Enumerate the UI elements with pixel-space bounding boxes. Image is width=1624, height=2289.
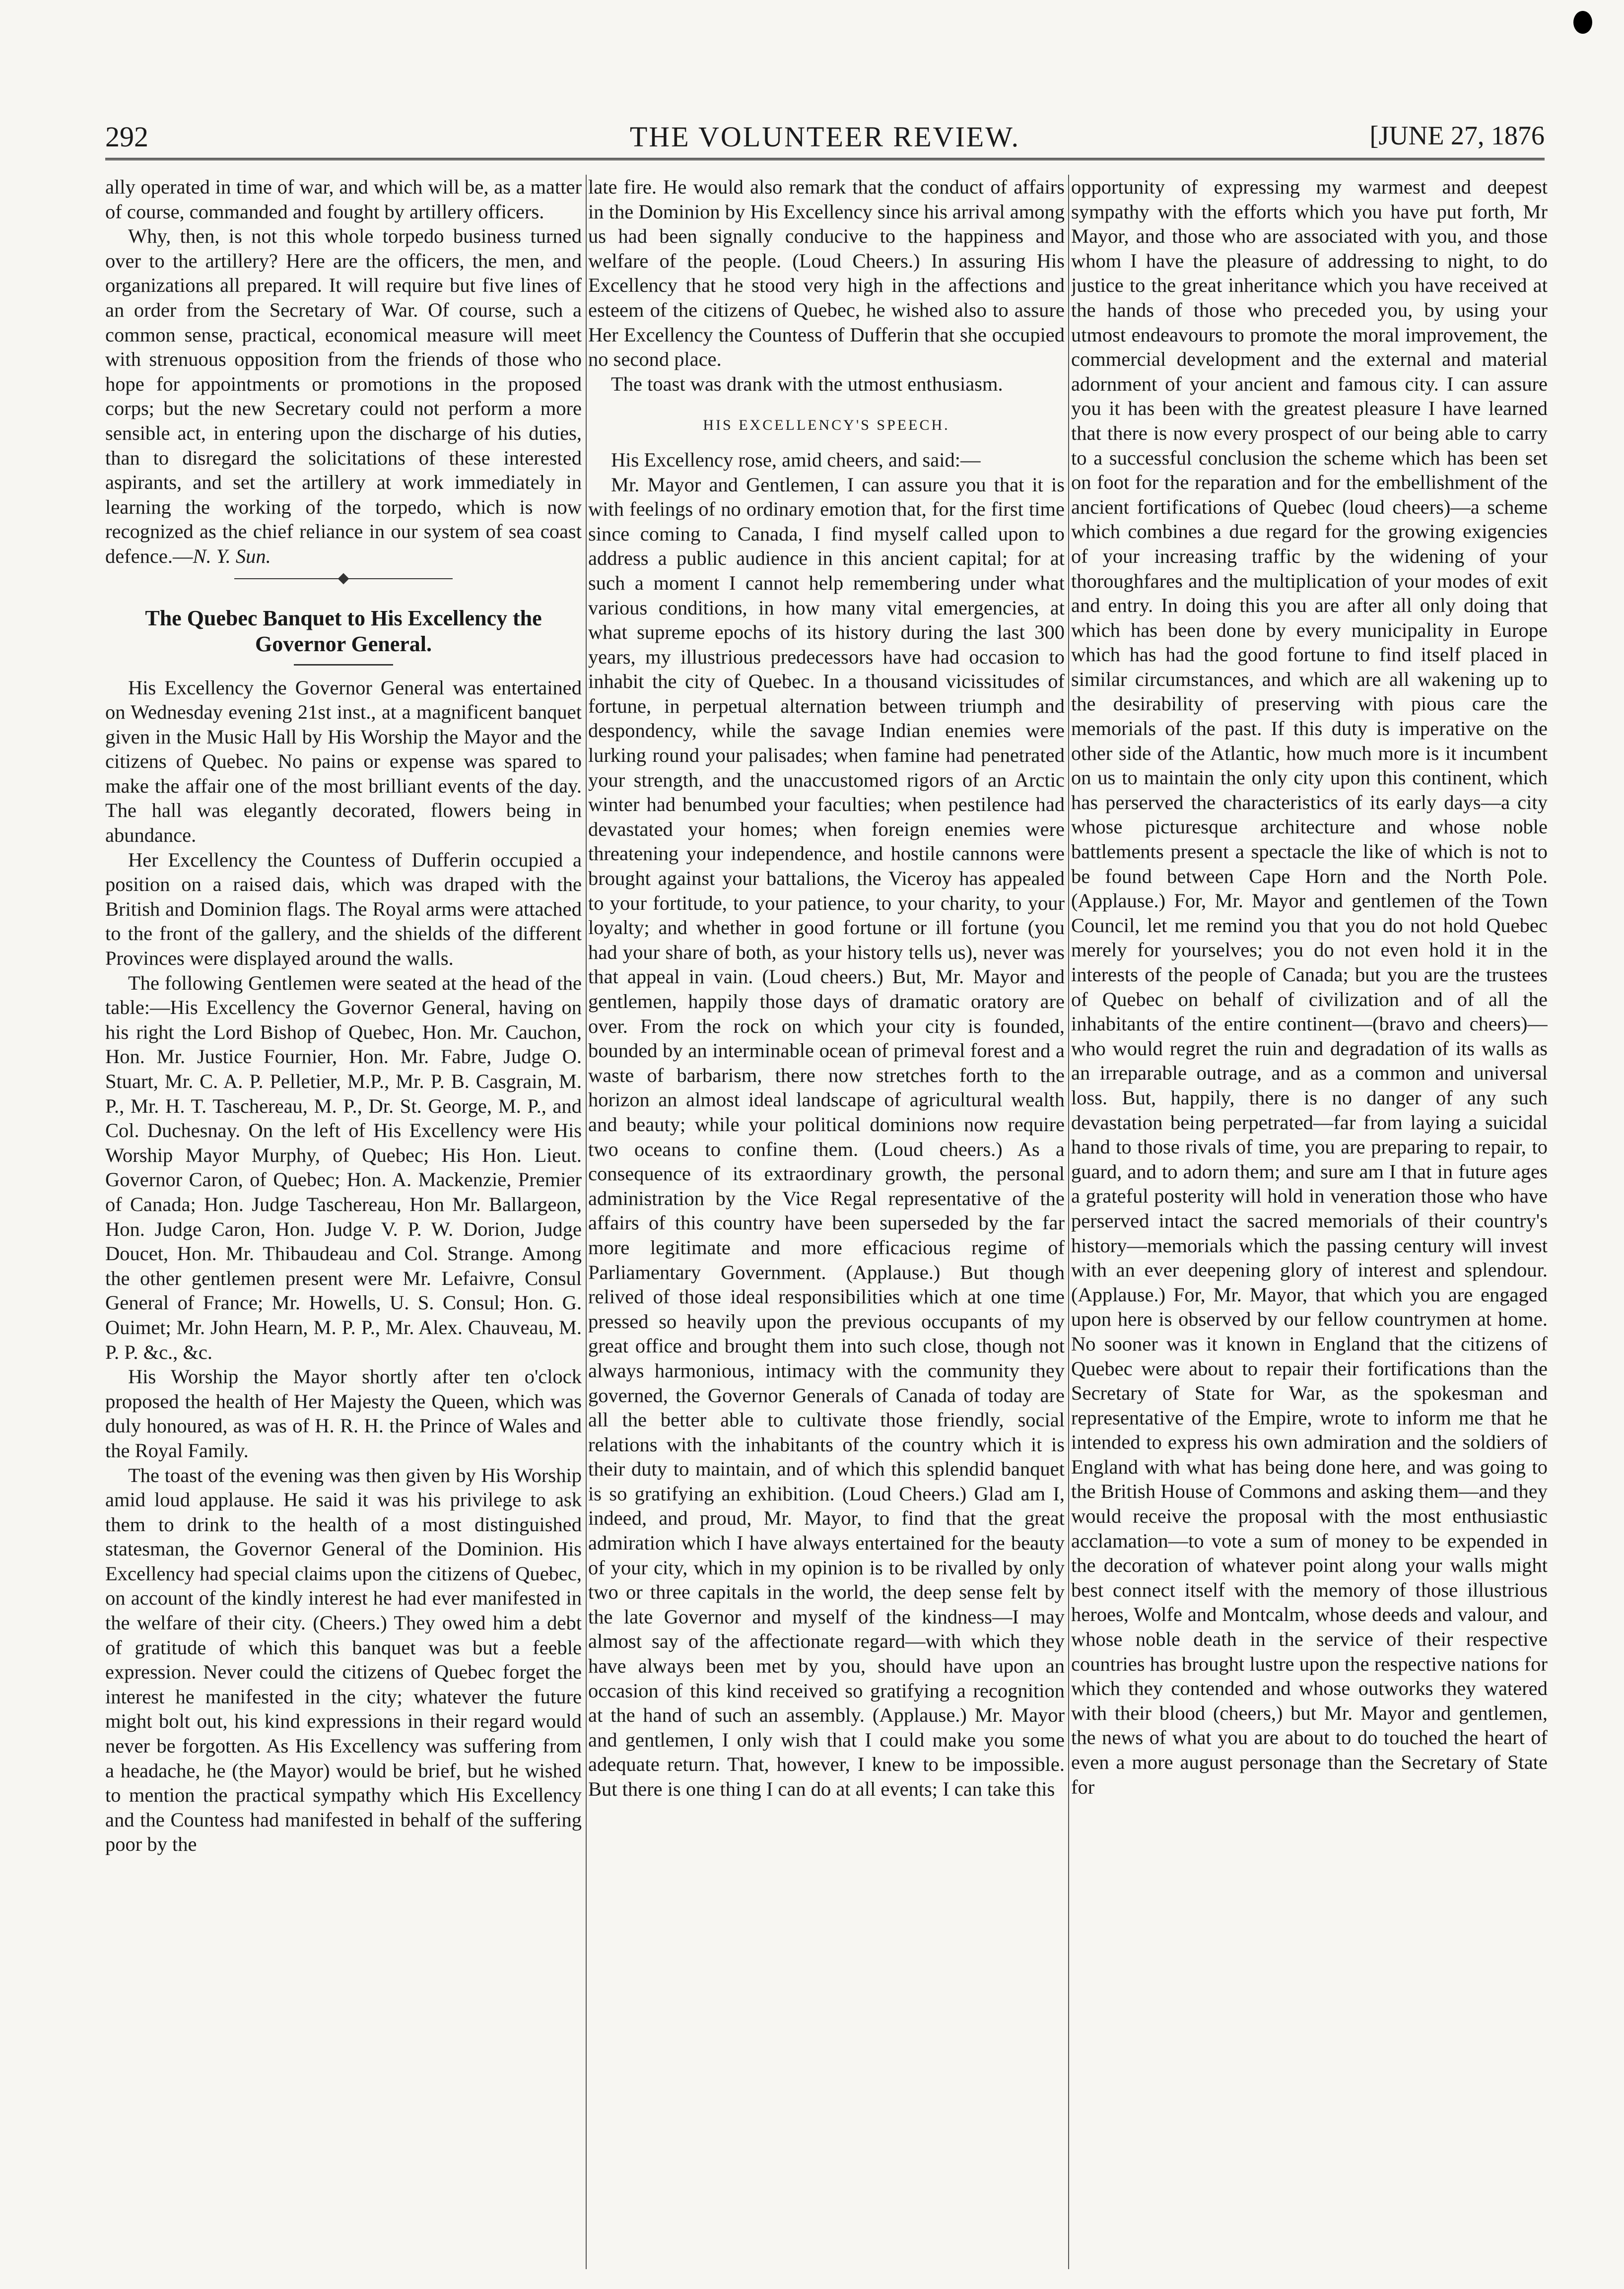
paragraph — [105, 224, 582, 568]
column-3 — [1071, 175, 1548, 2269]
ink-blot — [1573, 11, 1592, 34]
paragraph: His Excellency rose, amid cheers, and said:— — [611, 448, 981, 471]
publication-title: THE VOLUNTEER REVIEW. — [629, 121, 1020, 153]
article-heading: The Quebec Banquet to His Excellency the Governor General. — [145, 606, 542, 656]
section-subheading: HIS EXCELLENCY'S SPEECH. — [703, 417, 950, 434]
column-divider — [586, 175, 587, 2269]
section-separator — [105, 569, 582, 589]
paragraph-text: Why, then, is not this whole torpedo business turned over to the artillery? Here are the officers, the men, and organizations all prepared. It will require but five lines of an order from the Secretary of War. Of course, such a common sense, practical, economical measure will meet with strenuous opposition from the friends of those who hope for appointments or promotions in the proposed corps; but the new Secretary could not perform a more sensible act, in entering upon the discharge of his duties, than to disregard the solicitations of these interested aspirants, and set the artillery at work immediately in learning the working of the torpedo, which is now recognized as the chief reliance in our system of sea coast defence.— — [105, 225, 582, 567]
paragraph: The toast was drank with the utmost enthusiasm. — [611, 372, 1003, 395]
issue-date: [JUNE 27, 1876 — [1369, 121, 1545, 150]
column-1 — [105, 175, 582, 2269]
paragraph: His Worship the Mayor shortly after ten o'clock proposed the health of Her Majesty the Queen, which was duly honoured, as was of H. R. H. the Prince of Wales and the Royal Family. — [105, 1365, 582, 1462]
paragraph: The following Gentlemen were seated at the head of the table:—His Excellency the Governor General, having on his right the Lord Bishop of Quebec, Hon. Mr. Cauchon, Hon. Mr. Justice Fournier, Hon. Mr. Fabre, Judge O. Stuart, Mr. C. A. P. Pelletier, M.P., Mr. P. B. Casgrain, M. P., Mr. H. T. Taschereau, M. P., Dr. St. George, M. P., and Col. Duchesnay. On the left of His Excellency were His Worship Mayor Murphy, of Quebec; His Hon. Lieut. Governor Caron, of Quebec; Hon. A. Mackenzie, Premier of Canada; Hon. Judge Taschereau, Hon Mr. Ballargeon, Hon. Judge Caron, Hon. Judge V. P. W. Dorion, Judge Doucet, Hon. Mr. Thibaudeau and Col. Strange. Among the other gentlemen present were Mr. Lefaivre, Consul General of France; Mr. Howells, U. S. Consul; Hon. G. Ouimet; Mr. John Hearn, M. P. P., Mr. Alex. Chauveau, M. P. P. &c., &c. — [105, 971, 582, 1363]
paragraph: Her Excellency the Countess of Dufferin occupied a position on a raised dais, which was draped with the British and Dominion flags. The Royal arms were attached to the front of the gallery, and the shields of the different Provinces were displayed around the walls. — [105, 848, 582, 970]
paragraph: late fire. He would also remark that the conduct of affairs in the Dominion by His Excellency since his arrival among us had been signally conducive to the happiness and welfare of the people. (Loud Cheers.) In assuring His Excellency that he stood very high in the affections and esteem of the citizens of Quebec, he wished also to assure Her Excellency the Countess of Dufferin that she occupied no second place. — [588, 176, 1065, 371]
page-number: 292 — [105, 121, 148, 153]
column-2 — [588, 175, 1065, 2269]
header-rule — [105, 158, 1545, 160]
paragraph: opportunity of expressing my warmest and deepest sympathy with the efforts which you have put forth, Mr Mayor, and those who are associated with you, and those whom I have the pleasure of addressing to night, to do justice to the great inheritance which you have received at the hands of those who preceded you, by using your utmost endeavours to promote the moral improvement, the commercial development and the external and material adornment of your ancient and famous city. I can assure you it has been with the greatest pleasure I have learned that there is now every prospect of our being able to carry to a successful conclusion the scheme which has been set on foot for the reparation and for the embellishment of the ancient fortifications of Quebec (loud cheers)—a scheme which combines a due regard for the growing exigencies of your increasing traffic by the widening of your thoroughfares and the multiplication of your modes of exit and entry. In doing this you are after all only doing that which has been done by every municipality in Europe which has had the good fortune to find itself placed in similar circumstances, and which are all wakening up to the desirability of preserving with pious care the memorials of the past. If this duty is imperative on the other side of the Atlantic, how much more is it incumbent on us to maintain the only city upon this continent, which has perserved the characteristics of its early days—a city whose picturesque architecture and whose noble battlements present a spectacle the like of which is not to be found between Cape Horn and the North Pole. (Applause.) For, Mr. Mayor and gentlemen of the Town Council, let me remind you that you do not hold Quebec merely for yourselves; you do not even hold it in the interests of the people of Canada; but you are the trustees of Quebec on behalf of civilization and of all the inhabitants of the entire continent—(bravo and cheers)—who would regret the ruin and degradation of its walls as an irreparable outrage, and as a common and universal loss. But, happily, there is no danger of any such devastation being perpetrated—far from laying a suicidal hand to those rivals of time, you are preparing to repair, to guard, and to adorn them; and sure am I that in future ages a grateful posterity will hold in veneration those who have perserved intact the sacred memorials of their country's history—memorials which the passing century will invest with an ever deepening glory of interest and splendour. (Applause.) For, Mr. Mayor, that which you are engaged upon here is observed by our fellow countrymen at home. No sooner was it known in England that the citizens of Quebec were about to repair their fortifications than the Secretary of State for War, as the spokesman and representative of the Empire, wrote to inform me that he intended to express his own admiration and the soldiers of England with what has being done here, and was going to the British House of Commons and asking them—and they would receive the proposal with the most enthusiastic acclamation—to vote a sum of money to be expended in the decoration of whatever point along your walls might best connect itself with the memory of those illustrious heroes, Wolfe and Montcalm, whose deeds and valour, and whose noble death in the service of their respective countries has brought lustre upon the respective nations for which they contended and whose outworks they watered with their blood (cheers,) but Mr. Mayor and gentlemen, the news of what you are about to do touched the heart of even a more august personage than the Secretary of State for — [1071, 176, 1548, 1798]
heading-rule — [294, 664, 393, 666]
paragraph: Mr. Mayor and Gentlemen, I can assure you that it is with feelings of no ordinary emotion that, for the first time since coming to Canada, I find myself called upon to address a public audience in this ancient capital; for at such a moment I cannot help remembering under what various conditions, in how many vital emergencies, at what supreme epochs of its history during the last 300 years, my illustrious predecessors have had occasion to inhabit the city of Quebec. In a thousand vicissitudes of fortune, in perpetual alternation between triumph and despondency, while the savage Indian enemies were lurking round your palisades; when famine had penetrated your strength, and the unaccustomed rigors of an Arctic winter had benumbed your faculties; when pestilence had devastated your homes; when foreign enemies were threatening your independence, and hostile cannons were brought against your battalions, the Viceroy has appealed to your fortitude, to your patience, to your charity, to your loyalty; and whether in good fortune or ill fortune (you had your share of both, as your history tells us), never was that appeal in vain. (Loud cheers.) But, Mr. Mayor and gentlemen, happily those days of dramatic oratory are over. From the rock on which your city is founded, bounded by an interminable ocean of primeval forest and a waste of barbarism, there now stretches forth to the horizon an almost ideal landscape of agricultural wealth and beauty; while your political dominions now require two oceans to confine them. (Loud cheers.) As a consequence of its extraordinary growth, the personal administration by the Vice Regal representative of the affairs of this country have been superseded by the far more legitimate and more efficacious regime of Parliamentary Government. (Applause.) But though relived of those ideal responsibilities which at one time pressed so heavily upon the previous occupants of my great office and brought them into such close, though not always harmonious, intimacy with the community they governed, the Governor Generals of Canada of today are all the better able to cultivate those friendly, social relations with the inhabitants of the country which it is their duty to maintain, and of which this splendid banquet is so gratifying an exhibition. (Loud Cheers.) Glad am I, indeed, and proud, Mr. Mayor, to find that the great admiration which I have always entertained for the beauty of your city, which in my opinion is to be rivalled by only two or three capitals in the world, the deep sense felt by the late Governor and myself of the kindness—I may almost say of the affectionate regard—with which they have always been met by you, should have upon an occasion of this kind received so gratifying a recognition at the hand of such an assembly. (Applause.) Mr. Mayor and gentlemen, I only wish that I could make you some adequate return. That, however, I knew to be impossible. But there is one thing I can do at all events; I can take this — [588, 473, 1065, 1800]
source-credit: N. Y. Sun. — [193, 544, 271, 567]
paragraph: ally operated in time of war, and which will be, as a matter of course, commanded and fought by artillery officers. — [105, 176, 582, 223]
paragraph: His Excellency the Governor General was entertained on Wednesday evening 21st inst., at a magnificent banquet given in the Music Hall by His Worship the Mayor and the citizens of Quebec. No pains or expense was spared to make the affair one of the most brilliant events of the day. The hall was elegantly decorated, flowers being in abundance. — [105, 676, 582, 847]
paragraph: The toast of the evening was then given by His Worship amid loud applause. He said it was his privilege to ask them to drink to the health of a most distinguished statesman, the Governor General of the Dominion. His Excellency had special claims upon the citizens of Quebec, on account of the kindly interest he had ever manifested in the welfare of their city. (Cheers.) They owed him a debt of gratitude of which this banquet was but a feeble expression. Never could the citizens of Quebec forget the interest he manifested in the city; whatever the future might bolt out, his kind expressions in their regard would never be forgotten. As His Excellency was suffering from a headache, he (the Mayor) would be brief, but he wished to mention the practical sympathy which His Excellency and the Countess had manifested in behalf of the suffering poor by the — [105, 1464, 582, 1856]
page-header — [105, 115, 1545, 160]
column-divider — [1068, 175, 1069, 2269]
